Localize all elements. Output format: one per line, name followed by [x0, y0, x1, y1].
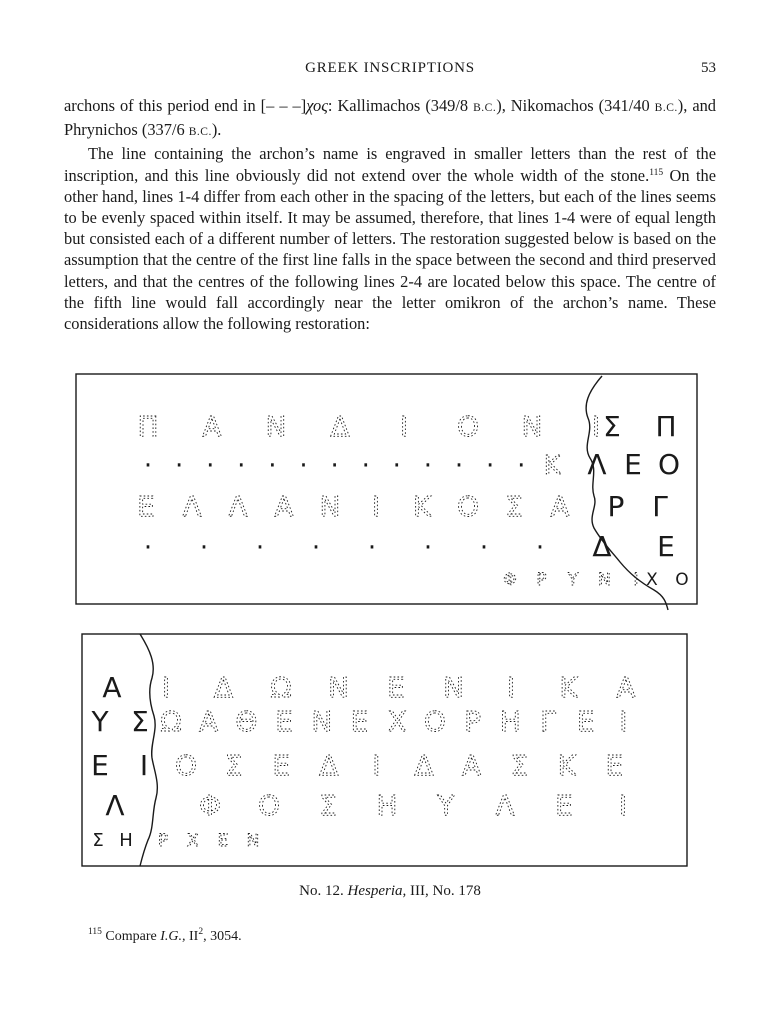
restored-letter: Ι [506, 671, 516, 704]
preserved-letter: Ο [675, 570, 689, 590]
restoration-dot: · [423, 451, 433, 481]
footnote-superscript: 2 [198, 927, 204, 937]
restored-letter: Ν [328, 671, 349, 704]
restored-letter: Η [376, 789, 398, 822]
restored-letter: Λ [182, 490, 202, 523]
restored-letter: Κ [412, 490, 432, 523]
text-run: ). [211, 120, 222, 140]
restored-letter: Ο [257, 789, 281, 822]
restored-letter: Ι [591, 410, 601, 443]
text-run: : Kallimachos (349/8 [327, 96, 474, 115]
restored-letter: Ι [399, 410, 409, 443]
bottom-panel [82, 634, 687, 866]
restored-letter: Σ [505, 490, 523, 523]
restored-letter: Ε [555, 789, 573, 822]
preserved-letter: Δ [592, 530, 612, 563]
restoration-dot: · [330, 451, 339, 481]
running-title: GREEK INSCRIPTIONS [305, 60, 475, 76]
restored-letter: Δ [414, 749, 434, 782]
footnote-text: Compare [101, 929, 161, 944]
restored-letter: Λ [228, 490, 248, 523]
text-run: On the other hand, lines 1-4 differ from each other in the spacing of the letters, but each of the lines seems to be evenly spaced within itself. It may be assumed, therefore, that lines 1-4 were of equal length but consisted each of a different number of letters. The restoration suggested below is based on the assumption that the centre of the first line falls in the space between the second and third preserved letters, and that the centres of the following lines 2-4 are located below this space. The centre of the fifth line would fall accordingly near the letter omikron of the archon’s name. These considerations allow the following restoration: [64, 165, 716, 334]
restored-letter: Ε [217, 831, 229, 851]
restoration-dot: · [367, 533, 377, 563]
text-run: ), Nikomachos (341/40 [496, 96, 655, 115]
restored-letter: Ο [423, 705, 446, 738]
preserved-letter: Σ [92, 830, 104, 851]
preserved-letter: Σ [603, 410, 621, 443]
restored-letter: Α [616, 671, 636, 704]
bottom-panel-frame [82, 634, 687, 866]
restored-letter: Δ [330, 410, 350, 443]
restored-letter: Φ [503, 570, 517, 590]
restored-letter: Ο [456, 410, 480, 443]
restored-letter: Ι [619, 705, 628, 738]
restored-letter: Ι [371, 490, 381, 523]
preserved-letter: Λ [587, 448, 607, 481]
small-caps-bc: B.C. [473, 102, 497, 114]
restoration-dot: · [299, 451, 308, 481]
restored-letter: Σ [224, 749, 243, 782]
footnote-number: 115 [88, 927, 102, 937]
restoration-dot: · [517, 451, 526, 481]
footnote-ref[interactable]: 115 [649, 167, 664, 178]
restored-letter: Ι [633, 570, 639, 590]
preserved-letter: Χ [646, 570, 658, 590]
restored-letter: Ν [521, 410, 543, 443]
text-run: ), and Phrynichos (337/6 [64, 96, 716, 140]
restored-letter: Υ [567, 570, 579, 590]
restored-letter: Γ [540, 705, 556, 738]
restored-letter: Ε [576, 705, 595, 738]
figure-caption [64, 883, 716, 900]
restored-letter: Δ [319, 749, 339, 782]
restoration-dot: · [361, 451, 370, 481]
restoration-dot: · [237, 451, 246, 481]
restored-letter: Ε [272, 749, 291, 782]
restored-letter: Θ [235, 705, 258, 738]
restored-letter: Ρ [464, 705, 482, 738]
footnote [88, 929, 242, 945]
restored-letter: Α [462, 749, 482, 782]
page-number: 53 [701, 60, 716, 76]
restoration-dot: · [392, 451, 401, 481]
restored-letter: Α [274, 490, 294, 523]
restored-letter: Ο [456, 490, 480, 523]
restored-letter: Ν [246, 831, 260, 851]
preserved-letter: Ε [91, 749, 109, 782]
restored-letter: Κ [559, 671, 578, 704]
restored-letter: Χ [387, 705, 407, 738]
caption-reference: III, No. 178 [406, 883, 481, 899]
restored-letter: Ν [265, 410, 287, 443]
restored-letter: Χ [187, 831, 199, 851]
restored-letter: Ι [372, 749, 381, 782]
restoration-dot: · [174, 451, 184, 481]
restored-letter: Ν [598, 570, 611, 590]
restoration-dot: · [143, 451, 153, 481]
preserved-letter: Η [119, 830, 133, 851]
restored-letter: Ε [137, 490, 155, 523]
preserved-letter: Ο [657, 448, 681, 481]
restoration-dot: · [206, 451, 215, 481]
preserved-letter: Υ [91, 705, 109, 738]
restored-letter: Ω [270, 671, 292, 704]
restored-letter: Ε [387, 671, 405, 704]
restored-letter: Ι [161, 671, 171, 704]
restored-letter: Α [199, 705, 219, 738]
restored-letter: Ρ [536, 570, 547, 590]
restored-letter: Δ [213, 671, 234, 704]
preserved-letter: Ε [624, 448, 642, 481]
restoration-dot: · [268, 451, 277, 481]
restored-letter: Η [499, 705, 521, 738]
small-caps-bc: B.C. [654, 102, 678, 114]
preserved-letter: Σ [131, 705, 149, 738]
restored-letter: Ι [618, 789, 628, 822]
small-caps-bc: B.C. [188, 126, 212, 139]
restored-letter: Κ [557, 749, 576, 782]
caption-number: No. 12. [299, 883, 348, 899]
restored-letter: Ω [160, 705, 182, 738]
caption-journal: Hesperia, [347, 883, 407, 899]
preserved-letter: Π [655, 410, 677, 443]
restored-letter: Ε [275, 705, 293, 738]
text-run: The line containing the archon’s name is engraved in smaller letters than the rest of the inscription, and this line obviously did not extend over the whole width of the stone. [64, 144, 716, 185]
footnote-work: I.G., [160, 929, 186, 944]
restored-letter: Ε [350, 705, 369, 738]
restored-letter: Ε [605, 749, 624, 782]
restored-letter: Ν [443, 671, 464, 704]
preserved-letter: Λ [105, 789, 125, 822]
restored-letter: Α [550, 490, 570, 523]
footnote-text: , 3054. [203, 929, 242, 944]
restored-letter: Σ [510, 749, 529, 782]
restored-letter: Ρ [157, 831, 169, 851]
preserved-letter: Ρ [607, 490, 625, 523]
restored-letter: Υ [437, 789, 455, 822]
restoration-dot: · [311, 533, 321, 563]
restored-letter: Κ [543, 451, 561, 481]
preserved-letter: Γ [652, 490, 668, 523]
restored-letter: Ν [319, 490, 341, 523]
restored-letter: Ο [174, 749, 198, 782]
restored-letter: Σ [319, 789, 337, 822]
restoration-dot: · [479, 533, 489, 563]
restored-letter: Λ [495, 789, 515, 822]
restoration-dot: · [485, 451, 495, 481]
restored-letter: Ν [311, 705, 333, 738]
restoration-dot: · [143, 533, 153, 563]
restored-letter: Φ [198, 789, 222, 822]
footnote-text: II [185, 929, 199, 944]
preserved-letter: Ε [657, 530, 675, 563]
restoration-dot: · [454, 451, 464, 481]
preserved-letter: Α [102, 671, 122, 704]
restoration-dot: · [423, 533, 433, 563]
text-run: archons of this period end in [– – –] [64, 96, 307, 115]
restored-letter: Π [137, 410, 159, 443]
restoration-dot: · [199, 533, 209, 563]
restoration-dot: · [535, 533, 545, 563]
restored-letter: Α [202, 410, 222, 443]
greek-word: χος [306, 96, 328, 115]
restoration-dot: · [255, 533, 265, 563]
preserved-letter: Ι [139, 749, 149, 782]
